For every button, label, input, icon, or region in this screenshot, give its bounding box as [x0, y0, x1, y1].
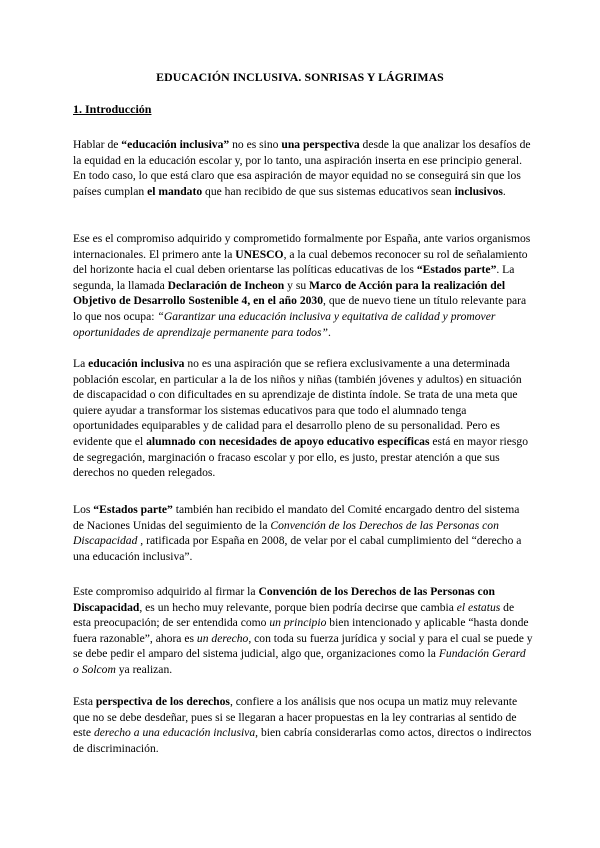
section-heading: 1. Introducción	[73, 102, 152, 116]
paragraph-2: Ese es el compromiso adquirido y comprometido formalmente por España, ante varios organismos internacionales. El primero ante la UNESCO, a la cual debemos reconocer su rol de señalamiento del horizonte hacia el cual deben orientarse las políticas educativas de los “Estados parte”. La segunda, la llamada Declaración de Incheon y su Marco de Acción para la realización del Objetivo de Desarrollo Sostenible 4, en el año 2030, que de nuevo tiene un título relevante para lo que nos ocupa: “Garantizar una educación inclusiva y equitativa de calidad y promover oportunidades de aprendizaje permanente para todos”.	[73, 232, 531, 339]
paragraph-5: Este compromiso adquirido al firmar la Convención de los Derechos de las Personas con Discapacidad, es un hecho muy relevante, porque bien podría decirse que cambia el estatus de esta preocupación; de ser entendida como un principio bien intencionado y aplicable “hasta donde fuera razonable”, ahora es un derecho, con toda su fuerza jurídica y social y para el cual se puede y se debe pedir el amparo del sistema judicial, algo que, organizaciones como la Fundación Gerard o Solcom ya realizan.	[73, 585, 533, 676]
paragraph-1: Hablar de “educación inclusiva” no es sino una perspectiva desde la que analizar los desafíos de la equidad en la educación escolar y, por lo tanto, una aspiración inserta en ese principio general. En todo caso, lo que está claro que esa aspiración de mayor equidad no se conseguirá sin que los países cumplan el mandato que han recibido de que sus sistemas educativos sean inclusivos.	[73, 138, 531, 198]
document-title: EDUCACIÓN INCLUSIVA. SONRISAS Y LÁGRIMAS	[156, 70, 444, 84]
paragraph-4: Los “Estados parte” también han recibido el mandato del Comité encargado dentro del sistema de Naciones Unidas del seguimiento de la Convención de los Derechos de las Personas con Discapacidad , ratificada por España en 2008, de velar por el cabal cumplimiento del “derecho a una educación inclusiva”.	[73, 503, 522, 563]
paragraph-6: Esta perspectiva de los derechos, confiere a los análisis que nos ocupa un matiz muy relevante que no se debe desdeñar, pues si se llegaran a hacer propuestas en la ley contrarias al sentido de este derecho a una educación inclusiva, bien cabría considerarlas como actos, directos o indirectos de discriminación.	[73, 695, 532, 755]
paragraph-3: La educación inclusiva no es una aspiración que se refiera exclusivamente a una determinada población escolar, en particular a la de los niños y niñas (también jóvenes y adultos) en situación de discapacidad o con dificultades en su aprendizaje de distinta índole. Se trata de una meta que quiere ayudar a transformar los sistemas educativos para que todo el alumnado tenga oportunidades equiparables y de calidad para el desarrollo pleno de su personalidad. Pero es evidente que el alumnado con necesidades de apoyo educativo específicas está en mayor riesgo de segregación, marginación o fracaso escolar y por ello, es justo, prestar atención a que sus derechos no queden relegados.	[73, 357, 529, 480]
